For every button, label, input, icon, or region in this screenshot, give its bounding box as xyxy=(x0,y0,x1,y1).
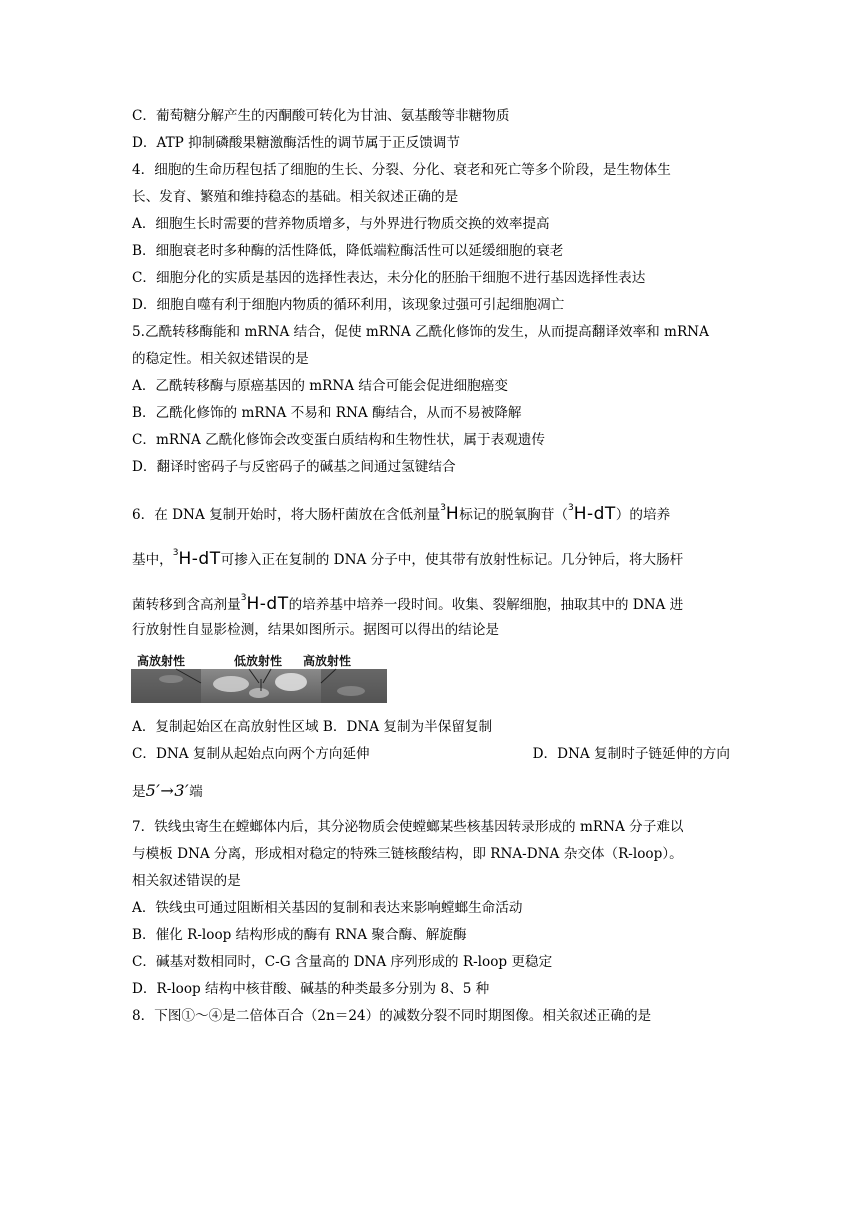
q6-stem-line1 xyxy=(132,499,670,524)
q6-stem-text: 标记的脱氧胸苷（ xyxy=(459,507,568,523)
direction-arrow: 5′→3′ xyxy=(145,781,190,800)
q5-option-c: C．mRNA 乙酰化修饰会改变蛋白质结构和生物性状，属于表观遗传 xyxy=(132,432,545,448)
q4-option-b: B．细胞衰老时多种酶的活性降低，降低端粒酶活性可以延缓细胞的衰老 xyxy=(132,243,564,259)
q7-stem-line3: 相关叙述错误的是 xyxy=(132,873,241,889)
q4-option-d: D．细胞自噬有利于细胞内物质的循环利用，该现象过强可引起细胞凋亡 xyxy=(132,297,565,313)
q5-stem-line2: 的稳定性。相关叙述错误的是 xyxy=(132,351,309,367)
q4-stem-line2: 长、发育、繁殖和维持稳态的基础。相关叙述正确的是 xyxy=(132,189,459,205)
q5-option-d: D．翻译时密码子与反密码子的碱基之间通过氢键结合 xyxy=(132,459,456,475)
q6-stem-line2 xyxy=(132,544,683,569)
q6-option-d: D．DNA 复制时子链延伸的方向 xyxy=(532,746,730,762)
q6-stem-line3 xyxy=(132,589,683,614)
q3-option-d: D．ATP 抑制磷酸果糖激酶活性的调节属于正反馈调节 xyxy=(132,135,460,151)
q7-stem-line1: 7．铁线虫寄生在螳螂体内后，其分泌物质会使螳螂某些核基因转录形成的 mRNA 分子难以 xyxy=(132,819,684,835)
tritium-thymidine-label: $^3$H-dT xyxy=(240,593,289,614)
autoradiograph-figure xyxy=(131,653,387,709)
q6-stem-text: 菌转移到含高剂量 xyxy=(132,597,241,613)
q5-option-a: A．乙酰转移酶与原癌基因的 mRNA 结合可能会促进细胞癌变 xyxy=(132,378,508,394)
q6-stem-text: 6．在 DNA 复制开始时，将大肠杆菌放在含低剂量 xyxy=(132,507,441,523)
q6-stem-text: 的培养基中培养一段时间。收集、裂解细胞，抽取其中的 DNA 进 xyxy=(288,597,684,613)
fig-label-low: 低放射性 xyxy=(234,654,283,668)
q3-option-c: C．葡萄糖分解产生的丙酮酸可转化为甘油、氨基酸等非糖物质 xyxy=(132,108,510,124)
q5-stem-line1: 5.乙酰转移酶能和 mRNA 结合，促使 mRNA 乙酰化修饰的发生，从而提高翻译效率和 mRNA xyxy=(132,324,709,340)
tritium-label: $^3$H xyxy=(440,503,460,524)
tritium-thymidine-label: $^3$H-dT xyxy=(172,548,221,569)
q6-option-d-cont: 是5′→3′端 xyxy=(132,781,203,800)
q4-option-a: A．细胞生长时需要的营养物质增多，与外界进行物质交换的效率提高 xyxy=(132,216,550,232)
q6-stem-text: ）的培养 xyxy=(615,507,671,523)
q5-option-b: B．乙酰化修饰的 mRNA 不易和 RNA 酶结合，从而不易被降解 xyxy=(132,405,522,421)
q4-stem-line1: 4．细胞的生命历程包括了细胞的生长、分裂、分化、衰老和死亡等多个阶段，是生物体生 xyxy=(132,162,671,178)
q7-option-b: B．催化 R-loop 结构形成的酶有 RNA 聚合酶、解旋酶 xyxy=(132,927,467,943)
q6-stem-text: 可掺入正在复制的 DNA 分子中，使其带有放射性标记。几分钟后，将大肠杆 xyxy=(220,552,684,568)
q7-option-a: A．铁线虫可通过阻断相关基因的复制和表达来影响螳螂生命活动 xyxy=(132,900,523,916)
q6-options-ab: A．复制起始区在高放射性区域 B．DNA 复制为半保留复制 xyxy=(132,719,493,735)
q6-options-cd xyxy=(132,745,730,763)
q8-stem-line1: 8．下图①～④是二倍体百合（2n＝24）的减数分裂不同时期图像。相关叙述正确的是 xyxy=(132,1008,652,1024)
fig-label-high-left: 高放射性 xyxy=(137,654,186,668)
q6-stem-line4: 行放射性自显影检测，结果如图所示。据图可以得出的结论是 xyxy=(132,622,500,638)
q6-option-c: C．DNA 复制从起始点向两个方向延伸 xyxy=(132,746,370,762)
fig-label-high-right: 高放射性 xyxy=(303,654,352,668)
q7-option-d: D．R-loop 结构中核苷酸、碱基的种类最多分别为 8、5 种 xyxy=(132,981,490,997)
q7-option-c: C．碱基对数相同时，C-G 含量高的 DNA 序列形成的 R-loop 更稳定 xyxy=(132,954,553,970)
q7-stem-line2: 与模板 DNA 分离，形成相对稳定的特殊三链核酸结构，即 RNA-DNA 杂交体（R-loop）。 xyxy=(132,846,683,862)
tritium-thymidine-label: $^3$H-dT xyxy=(567,503,616,524)
q6-stem-text: 基中， xyxy=(132,552,173,568)
q4-option-c: C．细胞分化的实质是基因的选择性表达，未分化的胚胎干细胞不进行基因选择性表达 xyxy=(132,270,646,286)
